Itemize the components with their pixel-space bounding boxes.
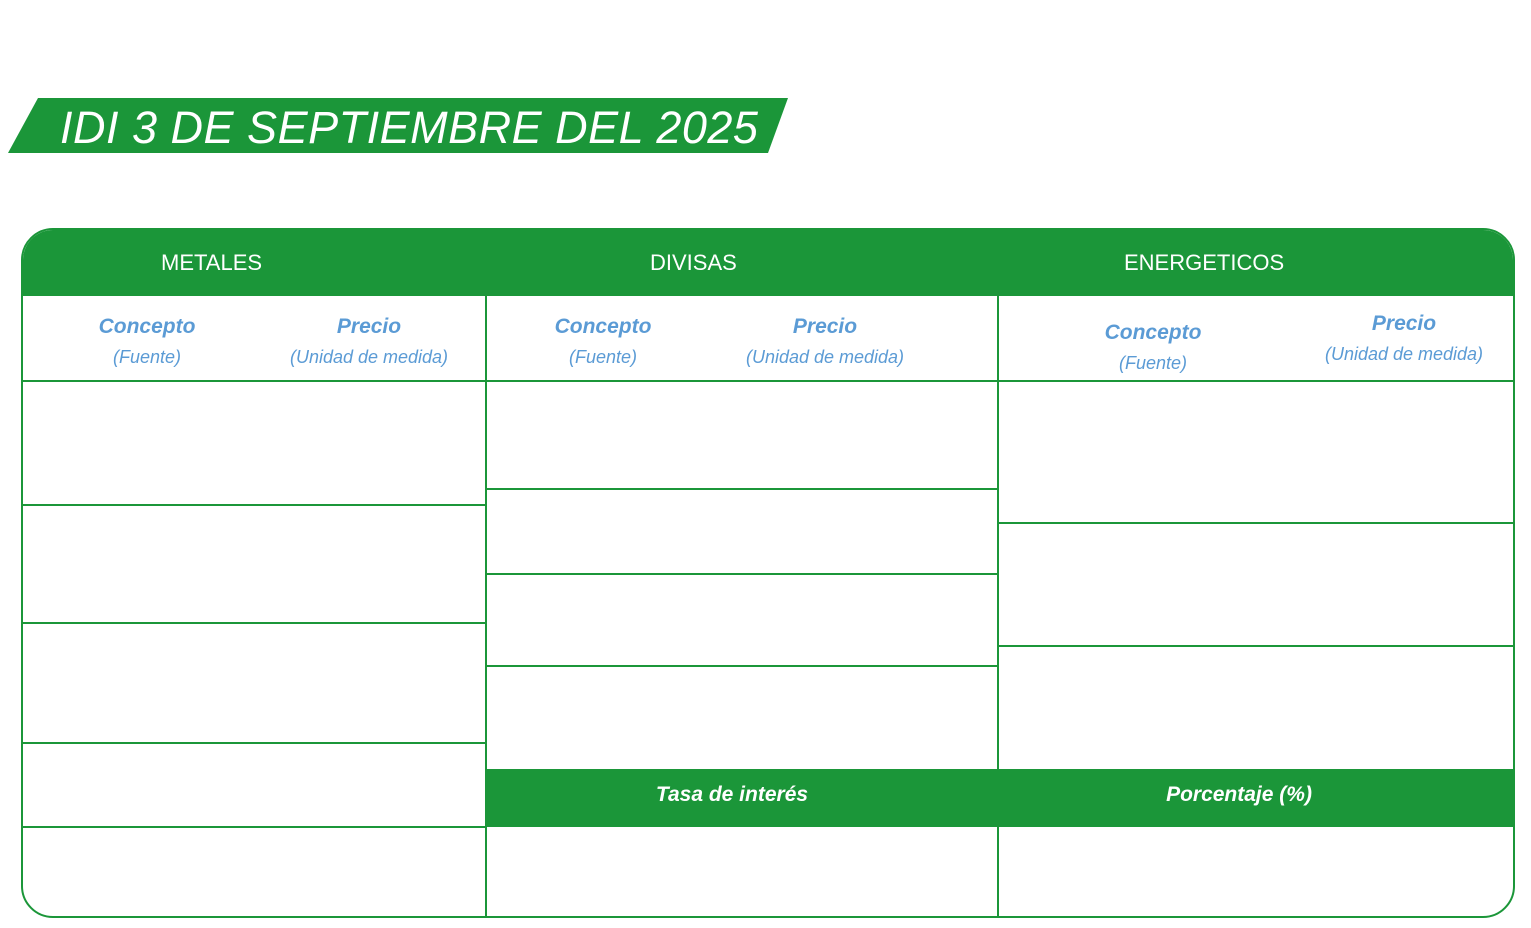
section-title-energeticos: ENERGETICOS	[1124, 250, 1285, 275]
metales-precio-header: Precio (Unidad de medida)	[289, 315, 449, 367]
metales-cell[interactable]	[23, 624, 485, 742]
metales-cell[interactable]	[23, 744, 485, 826]
divisas-concepto-header: Concepto (Fuente)	[554, 315, 652, 367]
divisas-precio-header: Precio (Unidad de medida)	[745, 315, 905, 367]
divisas-cell[interactable]	[487, 575, 997, 665]
prices-table	[21, 228, 1515, 918]
section-title-metales: METALES	[161, 250, 263, 275]
porcentaje-cell[interactable]	[999, 827, 1515, 918]
energeticos-cell[interactable]	[999, 382, 1515, 522]
page-title: IDI 3 DE SEPTIEMBRE DEL 2025	[60, 102, 759, 153]
energeticos-cell[interactable]	[999, 524, 1515, 645]
divisas-cell[interactable]	[487, 490, 997, 573]
energeticos-precio-header: Precio (Unidad de medida)	[1324, 312, 1484, 364]
divisas-cell[interactable]	[487, 667, 997, 769]
divisas-cell[interactable]	[487, 382, 997, 488]
metales-cell[interactable]	[23, 828, 485, 918]
energeticos-concepto-header: Concepto (Fuente)	[1104, 321, 1202, 373]
section-title-divisas: DIVISAS	[650, 250, 737, 275]
porcentaje-header: Porcentaje (%)	[1166, 783, 1312, 806]
metales-cell[interactable]	[23, 382, 485, 504]
energeticos-cell[interactable]	[999, 647, 1515, 769]
tasa-de-interes-header: Tasa de interés	[655, 783, 809, 806]
metales-concepto-header: Concepto (Fuente)	[98, 315, 196, 367]
metales-cell[interactable]	[23, 506, 485, 622]
tasa-de-interes-cell[interactable]	[487, 827, 997, 918]
